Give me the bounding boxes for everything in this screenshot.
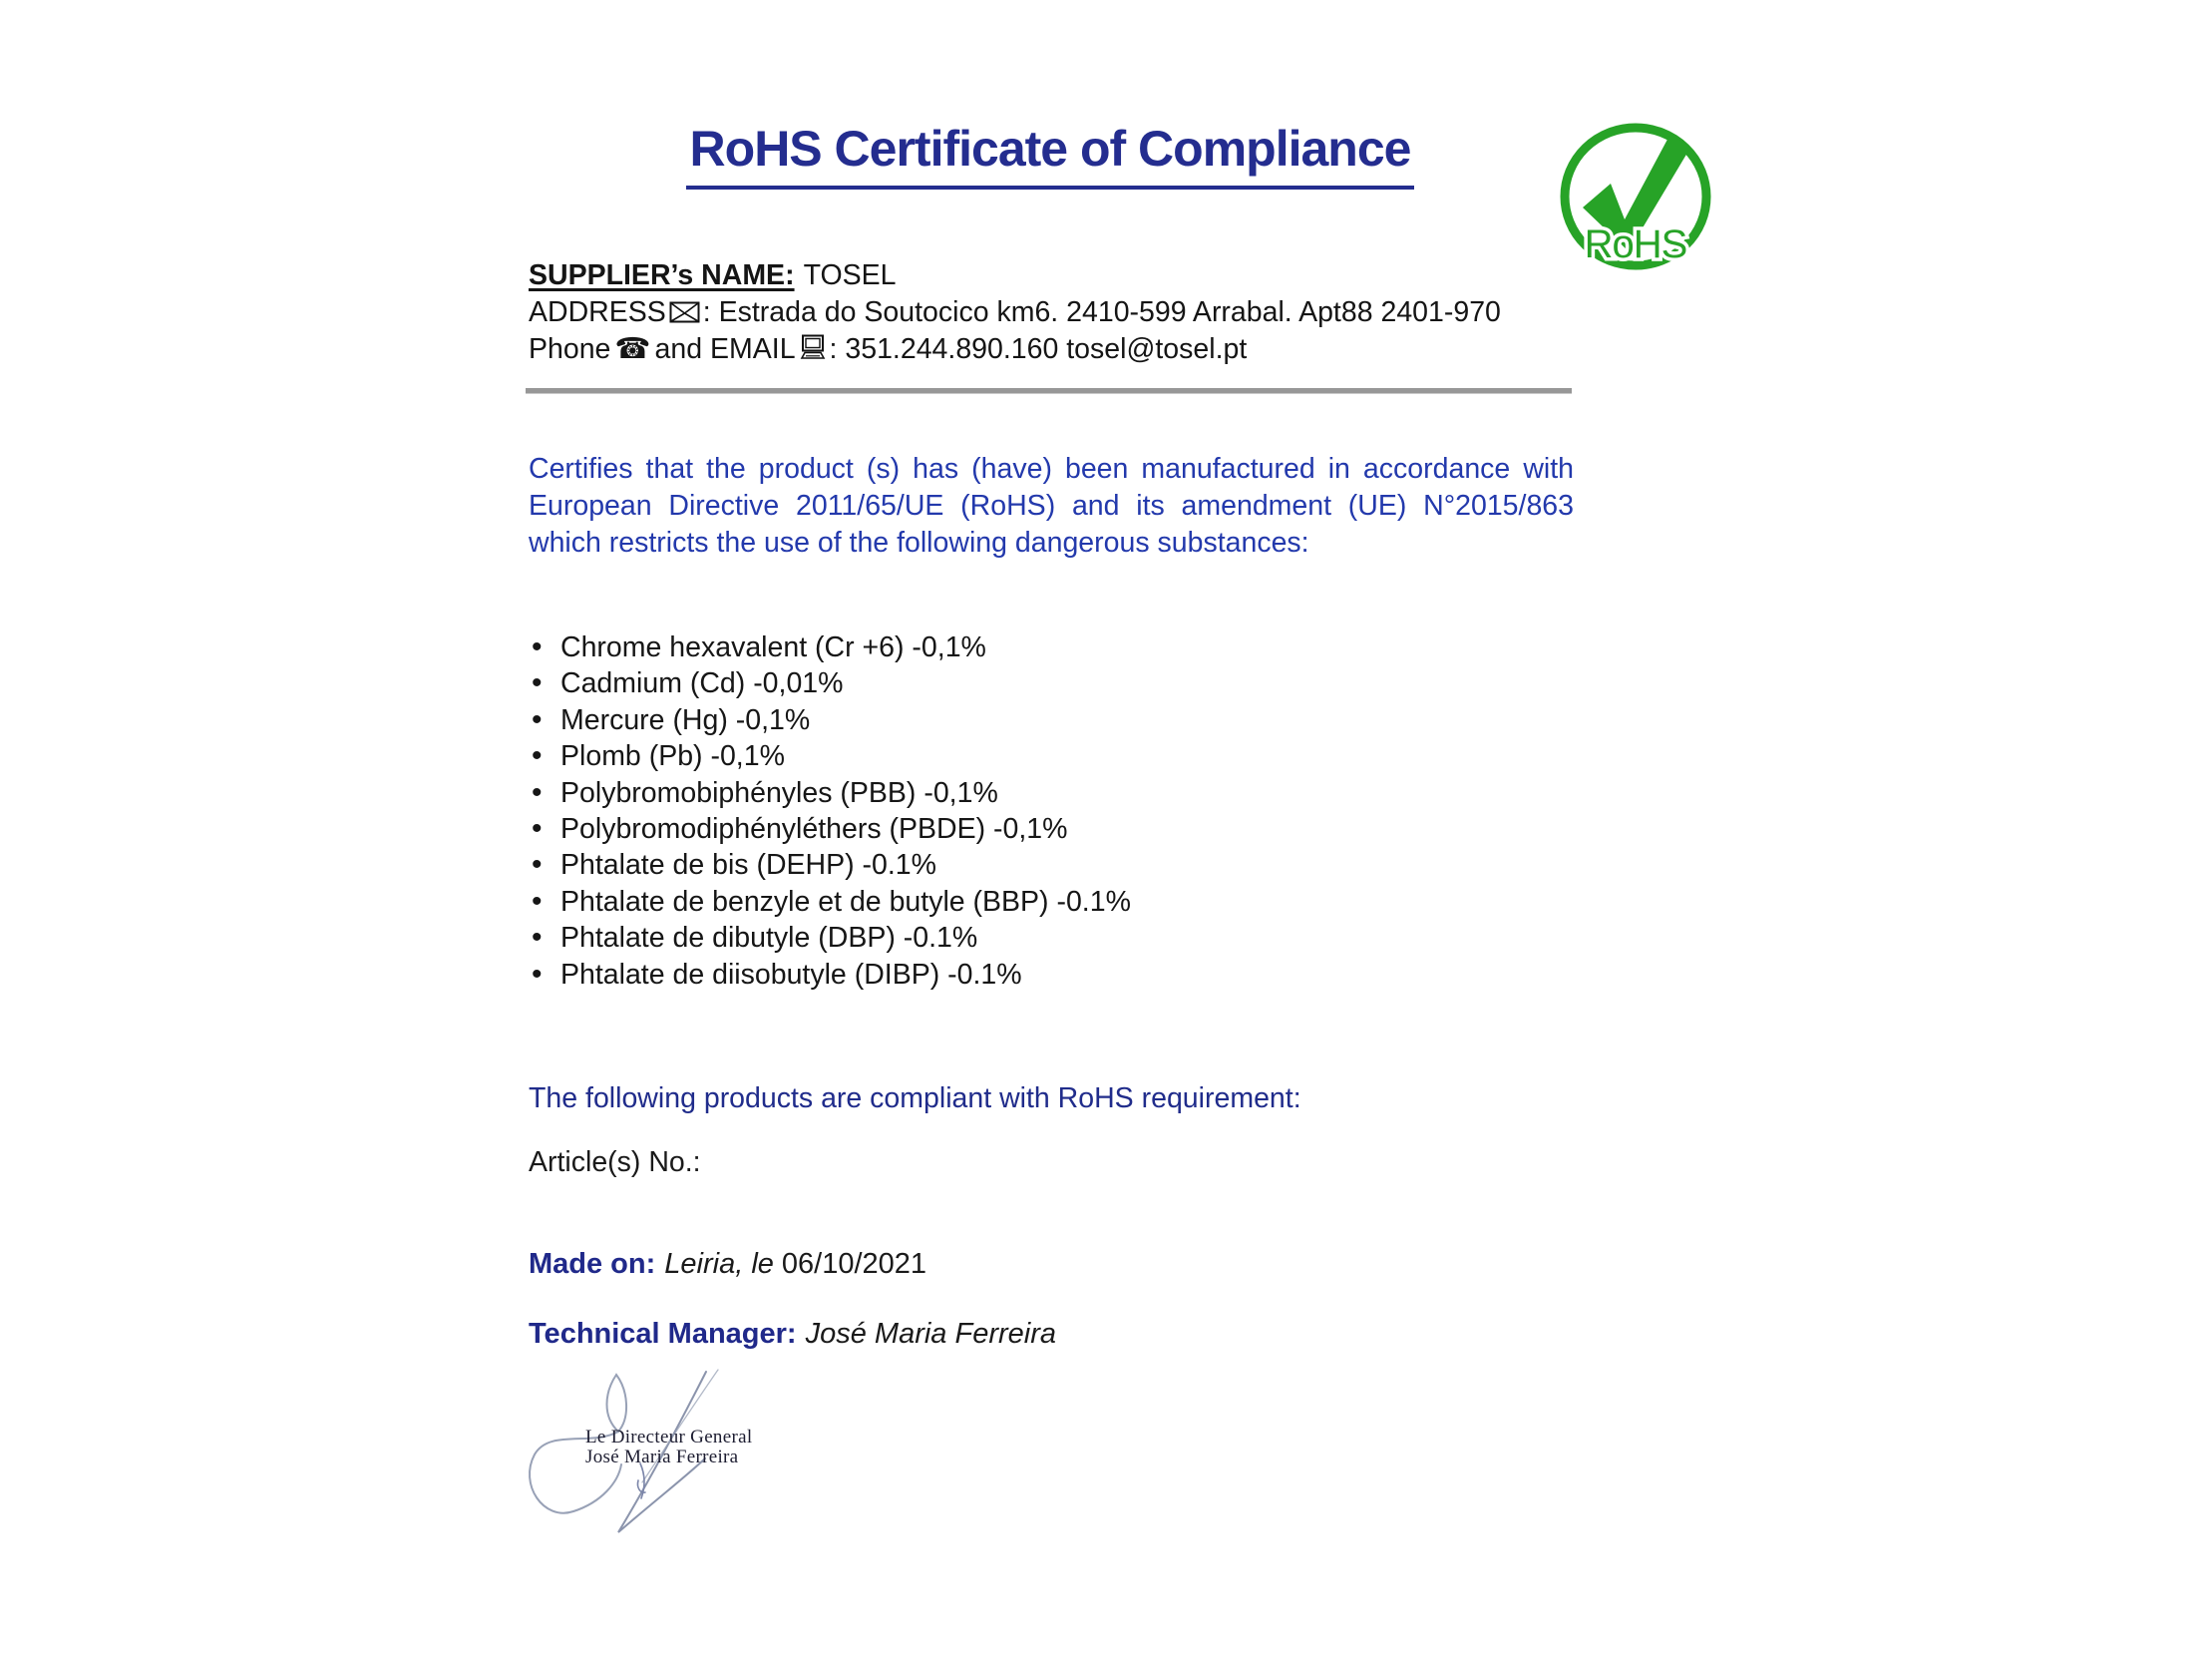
- technical-manager-name: José Maria Ferreira: [805, 1318, 1056, 1350]
- technical-manager-label: Technical Manager:: [529, 1318, 797, 1350]
- supplier-block: [529, 257, 1501, 368]
- substance-item: • Plomb (Pb) -0,1%: [532, 738, 1131, 774]
- supplier-name-line: [529, 257, 1501, 294]
- phone-label: Phone: [529, 333, 611, 365]
- contact-value: : 351.244.890.160 tosel@tosel.pt: [829, 333, 1248, 365]
- technical-manager-line: [529, 1318, 1056, 1351]
- signature-line1: Le Directeur General: [585, 1427, 753, 1448]
- address-label: ADDRESS: [529, 295, 666, 328]
- made-on-label: Made on:: [529, 1248, 656, 1280]
- envelope-icon: [669, 301, 700, 323]
- page-title: RoHS Certificate of Compliance: [686, 122, 1415, 190]
- rohs-logo-text: RoHS: [1584, 222, 1687, 266]
- supplier-name-label: SUPPLIER’s NAME:: [529, 259, 795, 291]
- substance-item: • Polybromobiphényles (PBB) -0,1%: [532, 775, 1131, 811]
- made-on-place: Leiria, le: [664, 1248, 774, 1280]
- certification-paragraph: Certifies that the product (s) has (have) been manufactured in accordance with European Directive 2011/65/UE (RoHS) and its amendment (UE) N°2015/863 which restricts the use of the following dangerous substances:: [529, 453, 1574, 559]
- supplier-name-value: TOSEL: [803, 259, 897, 291]
- substances-list: [532, 629, 1131, 993]
- address-value: : Estrada do Soutocico km6. 2410-599 Arrabal. Apt88 2401-970: [702, 295, 1501, 328]
- made-on-date: 06/10/2021: [781, 1248, 927, 1280]
- substance-item: • Phtalate de diisobutyle (DIBP) -0.1%: [532, 957, 1131, 993]
- substance-item: • Phtalate de bis (DEHP) -0.1%: [532, 847, 1131, 883]
- supplier-address-line: [529, 294, 1501, 331]
- substance-item: • Polybromodiphényléthers (PBDE) -0,1%: [532, 811, 1131, 847]
- divider-rule: [526, 388, 1572, 394]
- substance-item: • Phtalate de benzyle et de butyle (BBP) -0.1%: [532, 884, 1131, 920]
- computer-icon: [799, 334, 827, 360]
- supplier-contact-line: [529, 330, 1501, 368]
- made-on-line: [529, 1248, 926, 1281]
- signature-line2: José Maria Ferreira: [585, 1446, 739, 1467]
- email-label: and EMAIL: [654, 333, 796, 365]
- signature-text: [585, 1428, 752, 1466]
- substance-item: • Phtalate de dibutyle (DBP) -0.1%: [532, 920, 1131, 956]
- substance-item: • Cadmium (Cd) -0,01%: [532, 665, 1131, 701]
- compliance-statement: The following products are compliant with RoHS requirement:: [529, 1082, 1301, 1114]
- substance-item: • Mercure (Hg) -0,1%: [532, 702, 1131, 738]
- phone-icon: ☎: [614, 331, 651, 365]
- rohs-logo: [1557, 122, 1714, 273]
- substance-item: • Chrome hexavalent (Cr +6) -0,1%: [532, 629, 1131, 665]
- articles-label: Article(s) No.:: [529, 1146, 701, 1178]
- title-block: [529, 122, 1572, 190]
